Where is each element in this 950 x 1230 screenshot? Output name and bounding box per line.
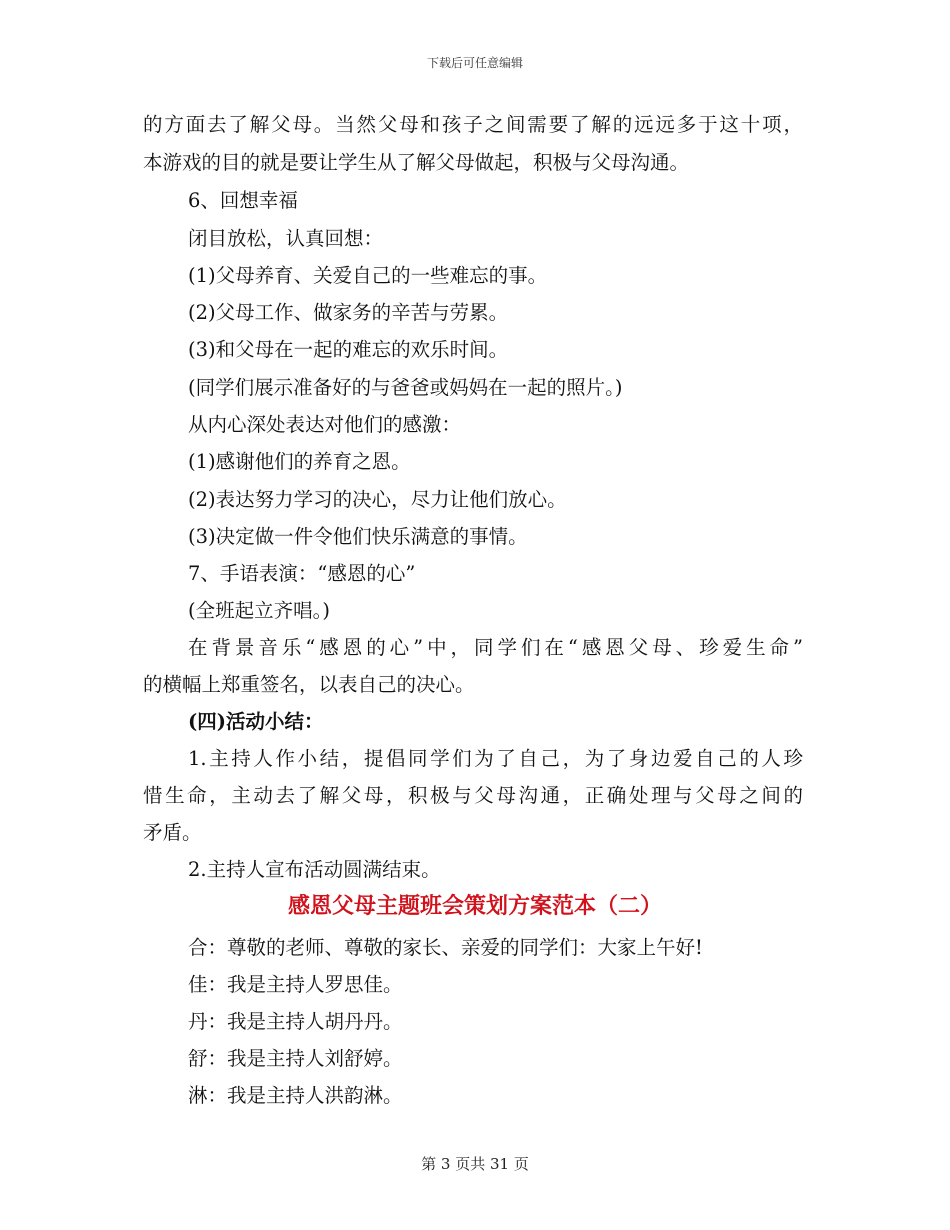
paragraph-line: 从内心深处表达对他们的感激： xyxy=(188,413,462,436)
list-item: (2)表达努力学习的决心，尽力让他们放心。 xyxy=(188,488,567,511)
dialogue-line: 佳：我是主持人罗思佳。 xyxy=(188,973,403,996)
paragraph-line: (同学们展示准备好的与爸爸或妈妈在一起的照片。) xyxy=(188,376,623,399)
paragraph-line: (全班起立齐唱。) xyxy=(188,599,330,622)
paragraph-line: 本游戏的目的就是要让学生从了解父母做起，积极与父母沟通。 xyxy=(143,151,690,174)
paragraph-line: 矛盾。 xyxy=(143,821,202,844)
dialogue-line: 淋：我是主持人洪韵淋。 xyxy=(188,1084,403,1107)
dialogue-line: 舒：我是主持人刘舒婷。 xyxy=(188,1047,403,1070)
list-item: (3)和父母在一起的难忘的欢乐时间。 xyxy=(188,338,509,361)
dialogue-line: 丹：我是主持人胡丹丹。 xyxy=(188,1010,403,1033)
list-item: (2)父母工作、做家务的辛苦与劳累。 xyxy=(188,301,509,324)
dialogue-line: 合：尊敬的老师、尊敬的家长、亲爱的同学们：大家上午好! xyxy=(188,936,703,959)
paragraph-line: 2.主持人宣布活动圆满结束。 xyxy=(188,858,441,881)
section-title: 感恩父母主题班会策划方案范本（二） xyxy=(287,893,662,919)
list-item: (1)感谢他们的养育之恩。 xyxy=(188,450,411,473)
section-heading-6: 6、回想幸福 xyxy=(188,189,298,212)
paragraph-line: 的方面去了解父母。当然父母和孩子之间需要了解的远远多于这十项， xyxy=(143,113,803,136)
paragraph-line: 闭目放松，认真回想： xyxy=(188,227,384,250)
section-heading-summary: (四)活动小结： xyxy=(188,710,324,733)
paragraph-line: 1.主持人作小结，提倡同学们为了自己，为了身边爱自己的人珍 xyxy=(188,747,803,770)
page-footer: 第 3 页共 31 页 xyxy=(421,1155,529,1173)
paragraph-line: 在背景音乐“感恩的心”中，同学们在“感恩父母、珍爱生命” xyxy=(188,636,803,659)
section-heading-7: 7、手语表演：“感恩的心” xyxy=(188,562,416,585)
list-item: (3)决定做一件令他们快乐满意的事情。 xyxy=(188,525,528,548)
list-item: (1)父母养育、关爱自己的一些难忘的事。 xyxy=(188,264,548,287)
paragraph-line: 惜生命，主动去了解父母，积极与父母沟通，正确处理与父母之间的 xyxy=(143,784,803,807)
page-header: 下载后可任意编辑 xyxy=(426,56,523,70)
paragraph-line: 的横幅上郑重签名，以表自己的决心。 xyxy=(143,673,475,696)
